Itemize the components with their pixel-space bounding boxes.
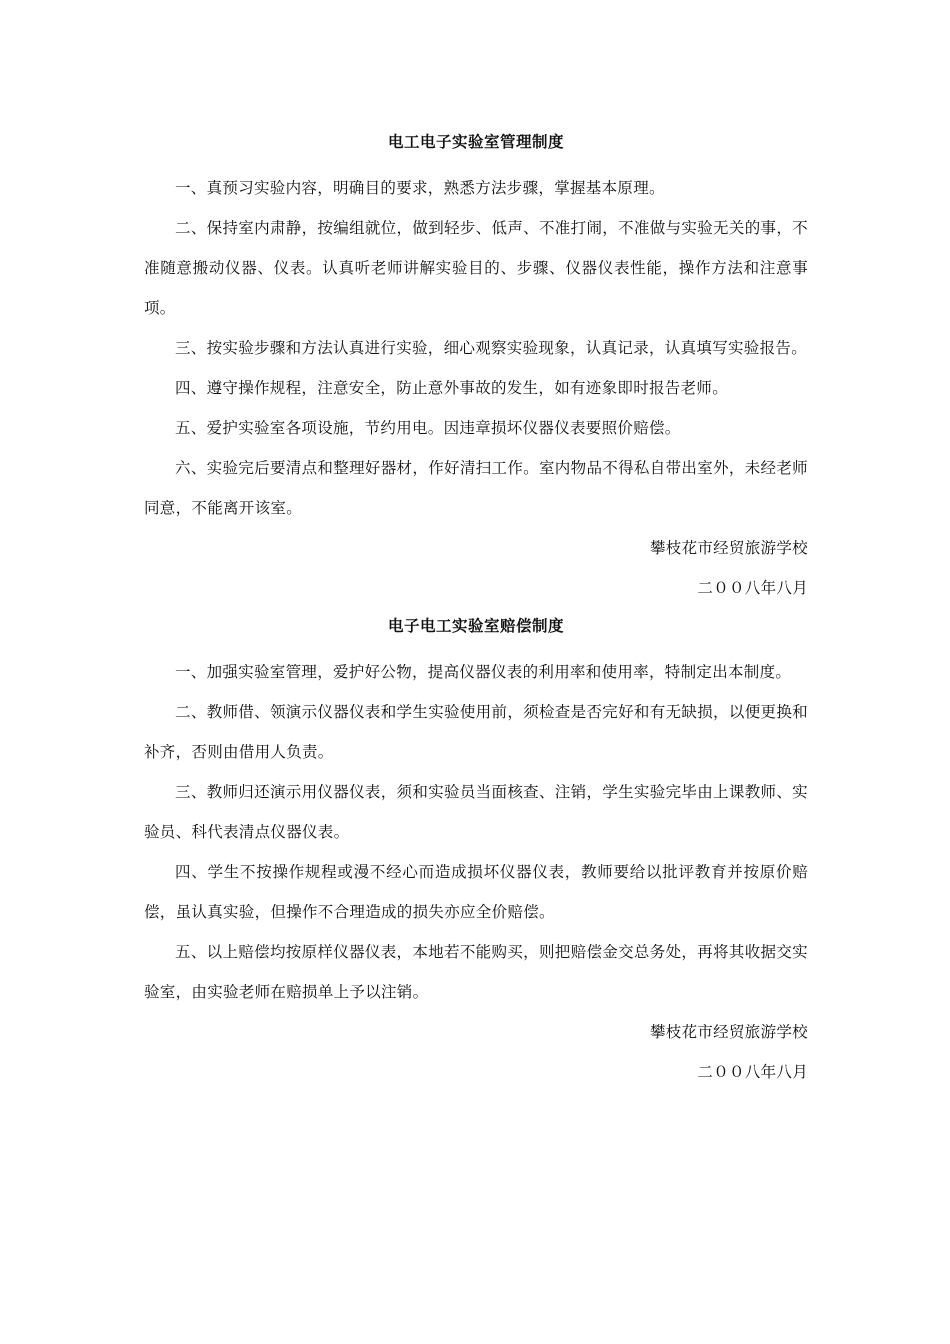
section-title: 电子电工实验室赔偿制度 bbox=[387, 616, 564, 635]
compensation-rules-section bbox=[144, 612, 808, 1092]
rule-paragraph: 四、遵守操作规程，注意安全，防止意外事故的发生，如有迹象即时报告老师。 bbox=[175, 379, 729, 397]
rule-paragraph: 六、实验完后要清点和整理好器材，作好清扫工作。室内物品不得私自带出室外，未经老师同意，不能离开该室。 bbox=[144, 459, 808, 517]
rule-paragraph: 一、真预习实验内容，明确目的要求，熟悉方法步骤，掌握基本原理。 bbox=[175, 179, 665, 197]
rule-paragraph: 三、按实验步骤和方法认真进行实验，细心观察实验现象，认真记录，认真填写实验报告。 bbox=[175, 339, 808, 357]
rule-paragraph: 五、以上赔偿均按原样仪器仪表，本地若不能购买，则把赔偿金交总务处，再将其收据交实验室，由实验老师在赔损单上予以注销。 bbox=[144, 943, 808, 1001]
management-rules-section bbox=[144, 128, 808, 608]
rule-paragraph: 五、爱护实验室各项设施，节约用电。因违章损坏仪器仪表要照价赔偿。 bbox=[175, 419, 681, 437]
rule-paragraph: 二、保持室内肃静，按编组就位，做到轻步、低声、不准打闹，不准做与实验无关的事，不准随意搬动仪器、仪表。认真听老师讲解实验目的、步骤、仪器仪表性能，操作方法和注意事项。 bbox=[144, 219, 808, 317]
signature-org: 攀枝花市经贸旅游学校 bbox=[649, 539, 808, 557]
rule-paragraph: 四、学生不按操作规程或漫不经心而造成损坏仪器仪表，教师要给以批评教育并按原价赔偿，虽认真实验，但操作不合理造成的损失亦应全价赔偿。 bbox=[144, 863, 808, 921]
section-title: 电工电子实验室管理制度 bbox=[387, 132, 564, 151]
rule-paragraph: 二、教师借、领演示仪器仪表和学生实验使用前，须检查是否完好和有无缺损，以便更换和补齐，否则由借用人负责。 bbox=[144, 703, 808, 761]
rule-paragraph: 三、教师归还演示用仪器仪表，须和实验员当面核查、注销，学生实验完毕由上课教师、实验员、科代表清点仪器仪表。 bbox=[144, 783, 808, 841]
signature-date: 二００八年八月 bbox=[697, 579, 808, 597]
document-page bbox=[144, 128, 808, 1092]
signature-date: 二００八年八月 bbox=[697, 1063, 808, 1081]
signature-org: 攀枝花市经贸旅游学校 bbox=[649, 1023, 808, 1041]
rule-paragraph: 一、加强实验室管理，爱护好公物，提高仪器仪表的利用率和使用率，特制定出本制度。 bbox=[175, 663, 792, 681]
